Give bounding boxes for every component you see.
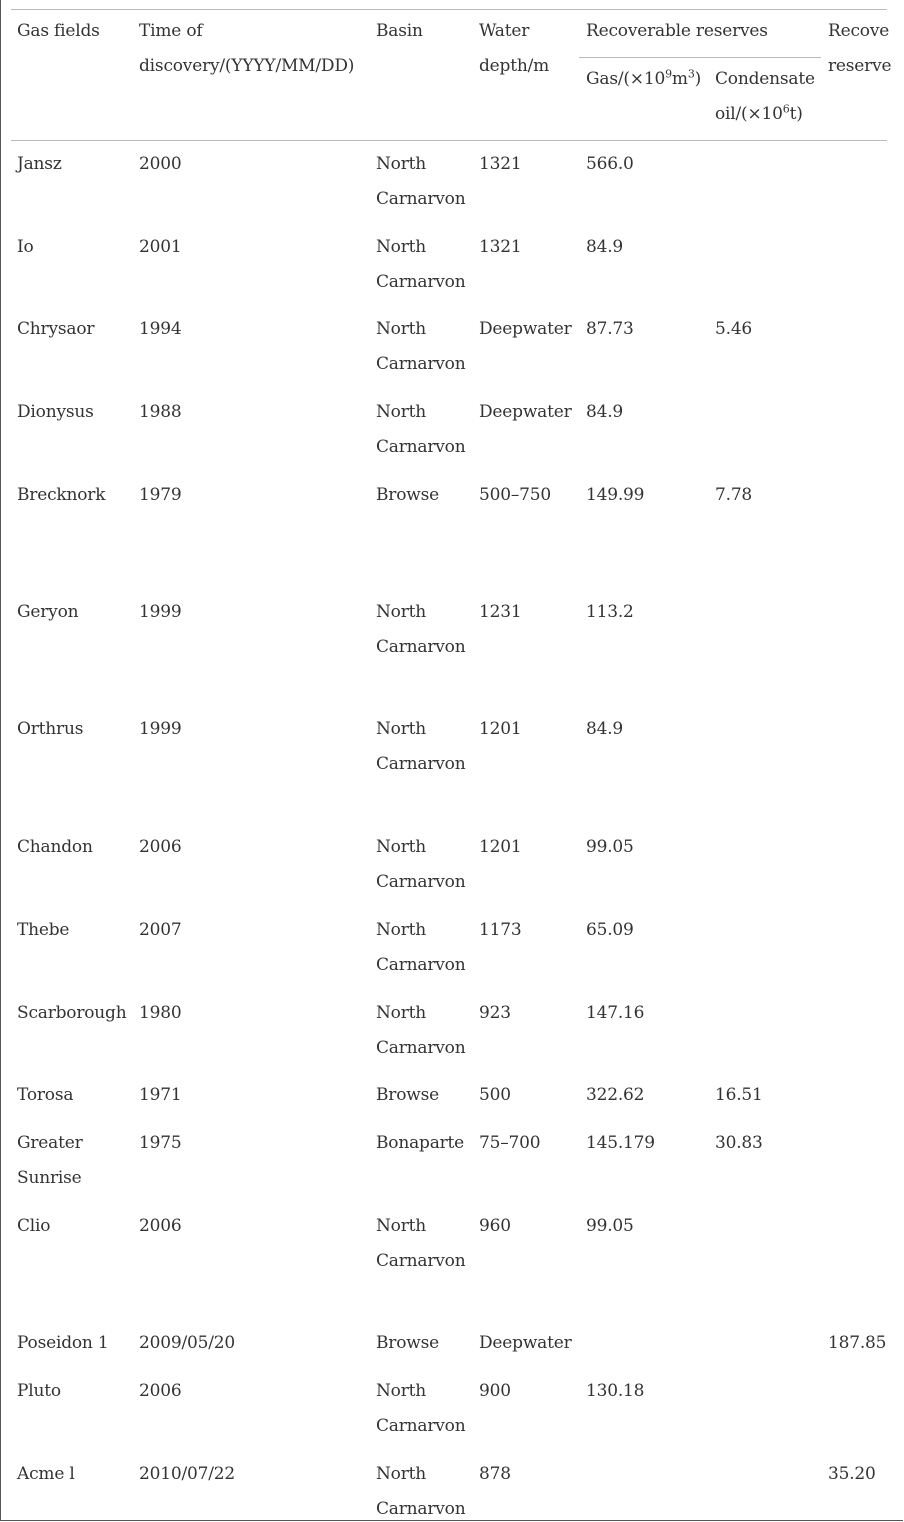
cell-time: 2010/07/22 <box>139 1464 235 1484</box>
cell-time: 2000 <box>139 154 182 174</box>
recoverable-reserves-rule <box>579 57 821 58</box>
cell-time: 1975 <box>139 1133 182 1153</box>
cell-basin: North Carnarvon <box>376 920 466 975</box>
cell-depth: 1173 <box>479 920 522 940</box>
cell-field: Io <box>17 237 34 257</box>
cell-field: Chrysaor <box>17 319 95 339</box>
cell-gas: 130.18 <box>586 1381 645 1401</box>
cell-basin: North Carnarvon <box>376 837 466 892</box>
cell-basin: Browse <box>376 1085 439 1105</box>
cell-depth: 923 <box>479 1003 511 1023</box>
cell-depth: 500 <box>479 1085 511 1105</box>
cell-cond: 5.46 <box>715 319 753 339</box>
cell-gas: 147.16 <box>586 1003 645 1023</box>
cell-last: 187.85 <box>828 1333 887 1353</box>
cell-depth: Deepwater <box>479 319 572 339</box>
cell-gas: 113.2 <box>586 602 634 622</box>
cell-time: 1999 <box>139 719 182 739</box>
header-bottom-rule <box>11 140 887 141</box>
cell-basin: North Carnarvon <box>376 319 466 374</box>
cell-field: Jansz <box>17 154 62 174</box>
cell-depth: 878 <box>479 1464 511 1484</box>
cell-field: Geryon <box>17 602 79 622</box>
cell-gas: 145.179 <box>586 1133 655 1153</box>
cell-basin: North Carnarvon <box>376 1216 466 1271</box>
cell-time: 2006 <box>139 1216 182 1236</box>
cell-time: 2006 <box>139 1381 182 1401</box>
cell-time: 2006 <box>139 837 182 857</box>
cell-field: Poseidon 1 <box>17 1333 109 1353</box>
cell-gas: 84.9 <box>586 719 624 739</box>
cell-time: 1999 <box>139 602 182 622</box>
cell-gas: 99.05 <box>586 837 634 857</box>
cell-cond: 30.83 <box>715 1133 763 1153</box>
cell-last: 35.20 <box>828 1464 876 1484</box>
cell-gas: 84.9 <box>586 237 624 257</box>
cell-depth: 1201 <box>479 837 522 857</box>
cell-cond: 7.78 <box>715 485 753 505</box>
cell-field: Chandon <box>17 837 93 857</box>
header-gas-unit: Gas/$(\times 10^9m^3)$ <box>586 67 702 89</box>
cell-time: 1979 <box>139 485 182 505</box>
header-water-line1: Water <box>479 21 530 41</box>
cell-field: Thebe <box>17 920 70 940</box>
cell-basin: North Carnarvon <box>376 1003 466 1058</box>
cell-basin: North Carnarvon <box>376 1464 466 1519</box>
cell-time: 2007 <box>139 920 182 940</box>
header-condensate-line1: Condensate <box>715 69 815 89</box>
cell-basin: North Carnarvon <box>376 237 466 292</box>
cell-depth: Deepwater <box>479 1333 572 1353</box>
cell-depth: 1231 <box>479 602 522 622</box>
cell-field: Acme l <box>17 1464 75 1484</box>
cell-time: 1994 <box>139 319 182 339</box>
cell-time: 1971 <box>139 1085 182 1105</box>
cell-basin: Bonaparte <box>376 1133 465 1153</box>
header-condensate-line2: oil/$(\times 10^6t)$ <box>715 102 803 124</box>
cell-cond: 16.51 <box>715 1085 763 1105</box>
cell-time: 1980 <box>139 1003 182 1023</box>
cell-field: Pluto <box>17 1381 61 1401</box>
cell-depth: 1321 <box>479 154 522 174</box>
cell-field: Clio <box>17 1216 51 1236</box>
cell-depth: 500–750 <box>479 485 551 505</box>
cell-time: 1988 <box>139 402 182 422</box>
header-water-line2: depth/m <box>479 56 550 76</box>
cell-gas: 87.73 <box>586 319 634 339</box>
header-basin: Basin <box>376 21 423 41</box>
cell-time: 2001 <box>139 237 182 257</box>
cell-depth: 960 <box>479 1216 511 1236</box>
cell-field: Scarborough <box>17 1003 127 1023</box>
cell-gas: 65.09 <box>586 920 634 940</box>
cell-depth: 900 <box>479 1381 511 1401</box>
header-time-line1: Time of <box>139 21 203 41</box>
cell-gas: 322.62 <box>586 1085 645 1105</box>
cell-gas: 99.05 <box>586 1216 634 1236</box>
header-time-line2: discovery/(YYYY/MM/DD) <box>139 56 355 76</box>
header-recoverable-reserves: Recoverable reserves <box>586 21 768 41</box>
header-last-line1: Recove <box>828 21 890 41</box>
cell-depth: 1321 <box>479 237 522 257</box>
header-last-line2: reserve <box>828 56 892 76</box>
cell-depth: 75–700 <box>479 1133 541 1153</box>
table-top-rule <box>11 9 887 10</box>
cell-time: 2009/05/20 <box>139 1333 235 1353</box>
cell-basin: North Carnarvon <box>376 154 466 209</box>
cell-basin: North Carnarvon <box>376 402 466 457</box>
cell-field: Brecknork <box>17 485 106 505</box>
cell-depth: Deepwater <box>479 402 572 422</box>
cell-depth: 1201 <box>479 719 522 739</box>
cell-basin: North Carnarvon <box>376 602 466 657</box>
cell-basin: Browse <box>376 1333 439 1353</box>
header-gas-fields: Gas fields <box>17 21 100 41</box>
cell-basin: Browse <box>376 485 439 505</box>
cell-field: Greater Sunrise <box>17 1133 83 1188</box>
cell-gas: 566.0 <box>586 154 634 174</box>
cell-basin: North Carnarvon <box>376 719 466 774</box>
cell-gas: 84.9 <box>586 402 624 422</box>
cell-field: Dionysus <box>17 402 94 422</box>
cell-field: Torosa <box>17 1085 74 1105</box>
cell-field: Orthrus <box>17 719 84 739</box>
cell-basin: North Carnarvon <box>376 1381 466 1436</box>
cell-gas: 149.99 <box>586 485 645 505</box>
